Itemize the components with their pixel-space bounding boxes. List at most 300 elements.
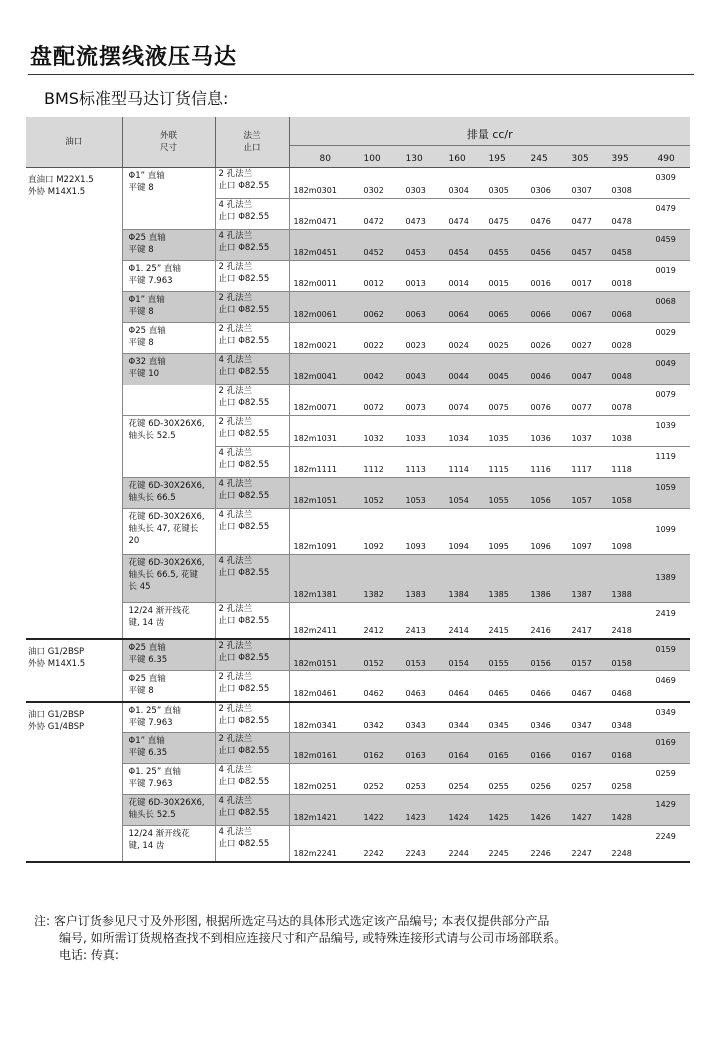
flange-spec: 止口 Φ82.55	[218, 568, 270, 578]
shaft-spec: 平键 8	[128, 183, 154, 193]
flange-spec: 止口 Φ82.55	[218, 684, 270, 694]
shaft-spec: 轴头长 47, 花键长	[128, 524, 199, 534]
table-row	[26, 416, 690, 447]
product-code: 0464	[448, 689, 469, 698]
product-code: 182m0011	[293, 279, 337, 288]
shaft-cell	[122, 199, 215, 230]
header-shaft-line2: 尺寸	[159, 143, 177, 153]
flange-spec: 2 孔法兰	[218, 324, 253, 334]
product-code: 2247	[571, 849, 592, 858]
product-code: 0153	[405, 658, 426, 668]
product-code: 0164	[448, 751, 469, 760]
product-code: 1035	[488, 434, 509, 443]
product-code: 0068	[655, 297, 676, 306]
product-code: 2246	[530, 849, 551, 858]
product-code: 0169	[655, 738, 676, 747]
product-code: 0463	[405, 689, 426, 698]
product-code: 1424	[448, 813, 469, 822]
product-code: 0347	[571, 720, 592, 730]
product-code: 0024	[448, 341, 469, 350]
product-code: 0466	[530, 689, 551, 698]
shaft-spec: Φ25 直轴	[128, 233, 166, 243]
flange-spec: 4 孔法兰	[218, 448, 253, 458]
flange-cell	[215, 795, 289, 826]
product-code: 1052	[363, 496, 384, 505]
product-code: 0157	[571, 658, 592, 668]
order-table	[26, 117, 690, 863]
product-code: 0163	[405, 751, 426, 760]
product-code: 1386	[530, 590, 551, 599]
product-codes	[289, 671, 690, 702]
shaft-cell	[122, 261, 215, 292]
product-code: 0063	[405, 310, 426, 319]
shaft-cell	[122, 323, 215, 354]
product-code: 0166	[530, 751, 551, 760]
product-code: 1429	[655, 800, 676, 809]
product-code: 0023	[405, 341, 426, 350]
table-row	[26, 603, 690, 639]
product-code: 2412	[363, 626, 384, 635]
table-row	[26, 639, 690, 671]
product-code: 1425	[488, 813, 509, 822]
product-code: 2415	[488, 626, 509, 635]
product-code: 0258	[611, 782, 632, 791]
shaft-cell	[122, 478, 215, 509]
product-codes	[289, 764, 690, 795]
shaft-spec: 键, 14 齿	[128, 618, 165, 628]
product-code: 1037	[571, 434, 592, 443]
product-code: 0474	[448, 217, 469, 226]
flange-spec: 止口 Φ82.55	[218, 367, 270, 377]
product-code: 1059	[655, 483, 676, 492]
product-codes	[289, 292, 690, 323]
product-code: 1384	[448, 590, 469, 599]
product-code: 0455	[488, 248, 509, 257]
product-codes	[289, 199, 690, 230]
product-code: 2418	[611, 626, 632, 635]
product-code: 0252	[363, 782, 384, 791]
flange-spec: 止口 Φ82.55	[218, 715, 270, 726]
product-code: 0457	[571, 248, 592, 257]
shaft-spec: 平键 6.35	[128, 654, 168, 665]
port-spec: 直油口 M22X1.5	[28, 175, 94, 185]
shaft-spec: 20	[128, 536, 140, 546]
shaft-spec: Φ1. 25” 直轴	[128, 767, 181, 777]
product-code: 1056	[530, 496, 551, 505]
footnote-line2: 编号, 如所需订货规格查找不到相应连接尺寸和产品编号, 或特殊连接形式请与公司市场部联系。	[59, 931, 567, 945]
product-code: 1426	[530, 813, 551, 822]
product-code: 0167	[571, 751, 592, 760]
product-code: 0257	[571, 782, 592, 791]
displacement-195: 195	[488, 154, 506, 164]
product-code: 182m0151	[293, 658, 337, 668]
product-code: 0016	[530, 279, 551, 288]
product-code: 1033	[405, 434, 426, 443]
product-code: 0165	[488, 751, 509, 760]
flange-cell	[215, 199, 289, 230]
product-code: 1093	[405, 542, 426, 551]
product-code: 2244	[448, 849, 469, 858]
product-code: 0303	[405, 186, 426, 195]
product-code: 0048	[611, 372, 632, 381]
product-code: 1422	[363, 813, 384, 822]
product-code: 0469	[655, 676, 676, 685]
product-code: 0475	[488, 217, 509, 226]
product-codes	[289, 230, 690, 261]
product-code: 0075	[488, 403, 509, 412]
shaft-spec: 平键 8	[128, 338, 154, 348]
displacement-100: 100	[363, 154, 381, 164]
product-code: 1034	[448, 434, 469, 443]
shaft-spec: 花键 6D-30X26X6,	[128, 419, 205, 429]
product-code: 2414	[448, 626, 469, 635]
product-code: 0022	[363, 341, 384, 350]
port-spec: 油口 G1/2BSP	[28, 646, 85, 657]
product-code: 0307	[571, 186, 592, 195]
product-code: 0044	[448, 372, 469, 381]
product-codes	[289, 639, 690, 671]
title-divider	[28, 74, 694, 75]
table-row	[26, 733, 690, 764]
product-code: 0079	[655, 390, 676, 399]
product-code: 1099	[655, 525, 676, 534]
flange-spec: 2 孔法兰	[218, 734, 253, 744]
product-code: 0076	[530, 403, 551, 412]
header-shaft	[122, 117, 215, 168]
product-code: 1423	[405, 813, 426, 822]
shaft-cell	[122, 795, 215, 826]
displacement-130: 130	[405, 154, 423, 164]
flange-spec: 止口 Φ82.55	[218, 491, 270, 501]
flange-cell	[215, 323, 289, 354]
shaft-spec: 平键 8	[128, 245, 154, 255]
shaft-spec: 键, 14 齿	[128, 841, 165, 851]
product-code: 0066	[530, 310, 551, 319]
shaft-cell	[122, 702, 215, 733]
shaft-spec: 平键 8	[128, 686, 154, 696]
product-code: 0156	[530, 658, 551, 668]
flange-spec: 4 孔法兰	[218, 231, 253, 241]
flange-cell	[215, 447, 289, 478]
flange-spec: 4 孔法兰	[218, 355, 253, 365]
product-code: 0343	[405, 720, 426, 730]
shaft-cell	[122, 555, 215, 603]
product-code: 0013	[405, 279, 426, 288]
shaft-spec: 轴头长 52.5	[128, 810, 176, 820]
footnote-line3: 电话: 传真:	[59, 948, 119, 962]
product-code: 182m2411	[293, 626, 337, 635]
header-displacement	[289, 117, 690, 168]
product-code: 2243	[405, 849, 426, 858]
product-code: 0043	[405, 372, 426, 381]
flange-spec: 止口 Φ82.55	[218, 305, 270, 315]
port-spec: 外协 G1/4BSP	[28, 721, 85, 732]
shaft-spec: 花键 6D-30X26X6,	[128, 481, 205, 491]
shaft-spec: 轴头长 52.5	[128, 431, 176, 441]
product-code: 1427	[571, 813, 592, 822]
product-code: 1116	[530, 465, 551, 474]
product-codes	[289, 478, 690, 509]
product-code: 2242	[363, 849, 384, 858]
product-code: 0476	[530, 217, 551, 226]
flange-spec: 止口 Φ82.55	[218, 460, 270, 470]
product-code: 2413	[405, 626, 426, 635]
flange-spec: 4 孔法兰	[218, 765, 253, 775]
product-code: 0077	[571, 403, 592, 412]
table-row	[26, 230, 690, 261]
port-cell	[26, 639, 122, 702]
header-flange-line2: 止口	[243, 143, 261, 153]
product-code: 0026	[530, 341, 551, 350]
flange-cell	[215, 509, 289, 555]
table-row	[26, 795, 690, 826]
product-code: 0465	[488, 689, 509, 698]
shaft-spec: 轴头长 66.5	[128, 493, 176, 503]
product-code: 1389	[655, 573, 676, 582]
table-row	[26, 671, 690, 702]
product-code: 0029	[655, 328, 676, 337]
flange-spec: 2 孔法兰	[218, 386, 253, 396]
shaft-spec: 轴头长 66.5, 花键	[128, 570, 199, 580]
shaft-cell	[122, 826, 215, 862]
product-code: 1054	[448, 496, 469, 505]
shaft-cell	[122, 168, 215, 199]
flange-spec: 2 孔法兰	[218, 640, 253, 651]
product-code: 1118	[611, 465, 632, 474]
product-code: 1039	[655, 421, 676, 430]
product-code: 0067	[571, 310, 592, 319]
shaft-cell	[122, 416, 215, 447]
table-row	[26, 702, 690, 733]
product-code: 1095	[488, 542, 509, 551]
shaft-cell	[122, 292, 215, 323]
product-code: 0168	[611, 751, 632, 760]
shaft-cell	[122, 733, 215, 764]
product-code: 1096	[530, 542, 551, 551]
shaft-spec: Φ32 直轴	[128, 357, 166, 367]
product-code: 2419	[655, 609, 676, 618]
flange-spec: 止口 Φ82.55	[218, 808, 270, 818]
flange-cell	[215, 385, 289, 416]
product-code: 1057	[571, 496, 592, 505]
flange-spec: 2 孔法兰	[218, 604, 253, 614]
product-code: 0047	[571, 372, 592, 381]
shaft-cell	[122, 764, 215, 795]
product-code: 182m1381	[293, 590, 337, 599]
port-cell	[26, 168, 122, 639]
table-row	[26, 447, 690, 478]
product-code: 0306	[530, 186, 551, 195]
displacement-395: 395	[611, 154, 629, 164]
product-code: 1117	[571, 465, 592, 474]
flange-cell	[215, 261, 289, 292]
product-code: 182m0071	[293, 403, 337, 412]
shaft-spec: 花键 6D-30X26X6,	[128, 798, 205, 808]
product-code: 0473	[405, 217, 426, 226]
product-code: 1097	[571, 542, 592, 551]
flange-spec: 止口 Φ82.55	[218, 243, 270, 253]
port-cell	[26, 702, 122, 862]
product-codes	[289, 555, 690, 603]
table-row	[26, 764, 690, 795]
flange-spec: 止口 Φ82.55	[218, 212, 270, 222]
port-spec: 外协 M14X1.5	[28, 658, 86, 669]
product-code: 0155	[488, 658, 509, 668]
shaft-spec: Φ25 直轴	[128, 326, 166, 336]
table-row	[26, 354, 690, 385]
shaft-cell	[122, 509, 215, 555]
shaft-spec: 平键 10	[128, 369, 160, 379]
flange-spec: 2 孔法兰	[218, 672, 253, 682]
product-code: 182m1091	[293, 542, 337, 551]
product-code: 2245	[488, 849, 509, 858]
header-shaft-line1: 外联	[159, 131, 177, 141]
shaft-spec: 平键 7.963	[128, 779, 173, 789]
product-code: 0065	[488, 310, 509, 319]
product-code: 182m0041	[293, 372, 337, 381]
table-row	[26, 385, 690, 416]
flange-spec: 4 孔法兰	[218, 827, 253, 837]
header-port: 油口	[26, 117, 122, 168]
flange-spec: 4 孔法兰	[218, 200, 253, 210]
table-header-row	[26, 117, 690, 168]
shaft-spec: 平键 7.963	[128, 717, 173, 728]
product-code: 0453	[405, 248, 426, 257]
table-row	[26, 323, 690, 354]
product-code: 182m1051	[293, 496, 337, 505]
product-code: 182m0301	[293, 186, 337, 195]
flange-cell	[215, 603, 289, 639]
flange-cell	[215, 230, 289, 261]
product-codes	[289, 168, 690, 199]
header-divider	[290, 145, 691, 146]
displacement-490: 490	[657, 154, 675, 164]
shaft-spec: Φ1” 直轴	[128, 736, 165, 746]
shaft-spec: Φ1” 直轴	[128, 171, 165, 181]
product-code: 0158	[611, 658, 632, 668]
flange-cell	[215, 478, 289, 509]
product-code: 2248	[611, 849, 632, 858]
flange-spec: 2 孔法兰	[218, 417, 253, 427]
product-code: 182m0341	[293, 720, 337, 730]
flange-spec: 2 孔法兰	[218, 169, 253, 179]
table-row	[26, 199, 690, 230]
product-code: 2416	[530, 626, 551, 635]
product-code: 1119	[655, 452, 676, 461]
flange-spec: 止口 Φ82.55	[218, 839, 270, 849]
product-code: 0019	[655, 266, 676, 275]
displacement-305: 305	[571, 154, 589, 164]
port-spec: 油口 G1/2BSP	[28, 709, 85, 720]
product-codes	[289, 323, 690, 354]
product-codes	[289, 702, 690, 733]
product-code: 1385	[488, 590, 509, 599]
product-code: 0459	[655, 235, 676, 244]
product-code: 0259	[655, 769, 676, 778]
shaft-cell	[122, 230, 215, 261]
product-code: 0348	[611, 720, 632, 730]
product-code: 0042	[363, 372, 384, 381]
shaft-spec: 12/24 渐开线花	[128, 606, 190, 616]
product-code: 1383	[405, 590, 426, 599]
port-spec: 外协 M14X1.5	[28, 187, 86, 197]
product-code: 182m0251	[293, 782, 337, 791]
product-code: 0045	[488, 372, 509, 381]
product-code: 0478	[611, 217, 632, 226]
product-code: 0346	[530, 720, 551, 730]
product-codes	[289, 733, 690, 764]
product-code: 0028	[611, 341, 632, 350]
flange-cell	[215, 764, 289, 795]
shaft-cell	[122, 385, 215, 416]
product-codes	[289, 261, 690, 292]
displacement-160: 160	[448, 154, 466, 164]
product-code: 182m0161	[293, 751, 337, 760]
flange-spec: 止口 Φ82.55	[218, 429, 270, 439]
product-code: 1055	[488, 496, 509, 505]
product-code: 0256	[530, 782, 551, 791]
product-code: 0304	[448, 186, 469, 195]
product-codes	[289, 509, 690, 555]
product-code: 0162	[363, 751, 384, 760]
displacement-245: 245	[530, 154, 548, 164]
shaft-spec: 12/24 渐开线花	[128, 829, 190, 839]
product-code: 0468	[611, 689, 632, 698]
shaft-spec: 花键 6D-30X26X6,	[128, 512, 205, 522]
product-codes	[289, 416, 690, 447]
product-code: 1053	[405, 496, 426, 505]
product-code: 0462	[363, 689, 384, 698]
flange-spec: 止口 Φ82.55	[218, 336, 270, 346]
product-code: 1112	[363, 465, 384, 474]
product-code: 0027	[571, 341, 592, 350]
product-code: 0342	[363, 720, 384, 730]
table-row	[26, 478, 690, 509]
product-code: 182m0061	[293, 310, 337, 319]
product-code: 1388	[611, 590, 632, 599]
header-flange	[215, 117, 289, 168]
product-code: 1038	[611, 434, 632, 443]
flange-spec: 止口 Φ82.55	[218, 616, 270, 626]
shaft-spec: Φ1. 25” 直轴	[128, 705, 181, 716]
product-code: 0018	[611, 279, 632, 288]
product-code: 0472	[363, 217, 384, 226]
product-code: 0253	[405, 782, 426, 791]
product-codes	[289, 354, 690, 385]
product-code: 0454	[448, 248, 469, 257]
product-code: 0309	[655, 173, 676, 182]
flange-spec: 止口 Φ82.55	[218, 274, 270, 284]
product-code: 0479	[655, 204, 676, 213]
page-subtitle: BMS标准型马达订货信息:	[44, 89, 229, 108]
table-row	[26, 509, 690, 555]
product-code: 1382	[363, 590, 384, 599]
header-flange-line1: 法兰	[243, 131, 261, 141]
product-code: 1098	[611, 542, 632, 551]
flange-spec: 止口 Φ82.55	[218, 398, 270, 408]
product-code: 1032	[363, 434, 384, 443]
product-code: 0068	[611, 310, 632, 319]
flange-spec: 2 孔法兰	[218, 703, 253, 714]
product-code: 0049	[655, 359, 676, 368]
shaft-spec: Φ25 直轴	[128, 642, 166, 653]
flange-spec: 止口 Φ82.55	[218, 181, 270, 191]
product-codes	[289, 826, 690, 862]
product-code: 0458	[611, 248, 632, 257]
product-code: 2249	[655, 832, 676, 841]
displacement-80: 80	[319, 154, 331, 164]
product-code: 0073	[405, 403, 426, 412]
